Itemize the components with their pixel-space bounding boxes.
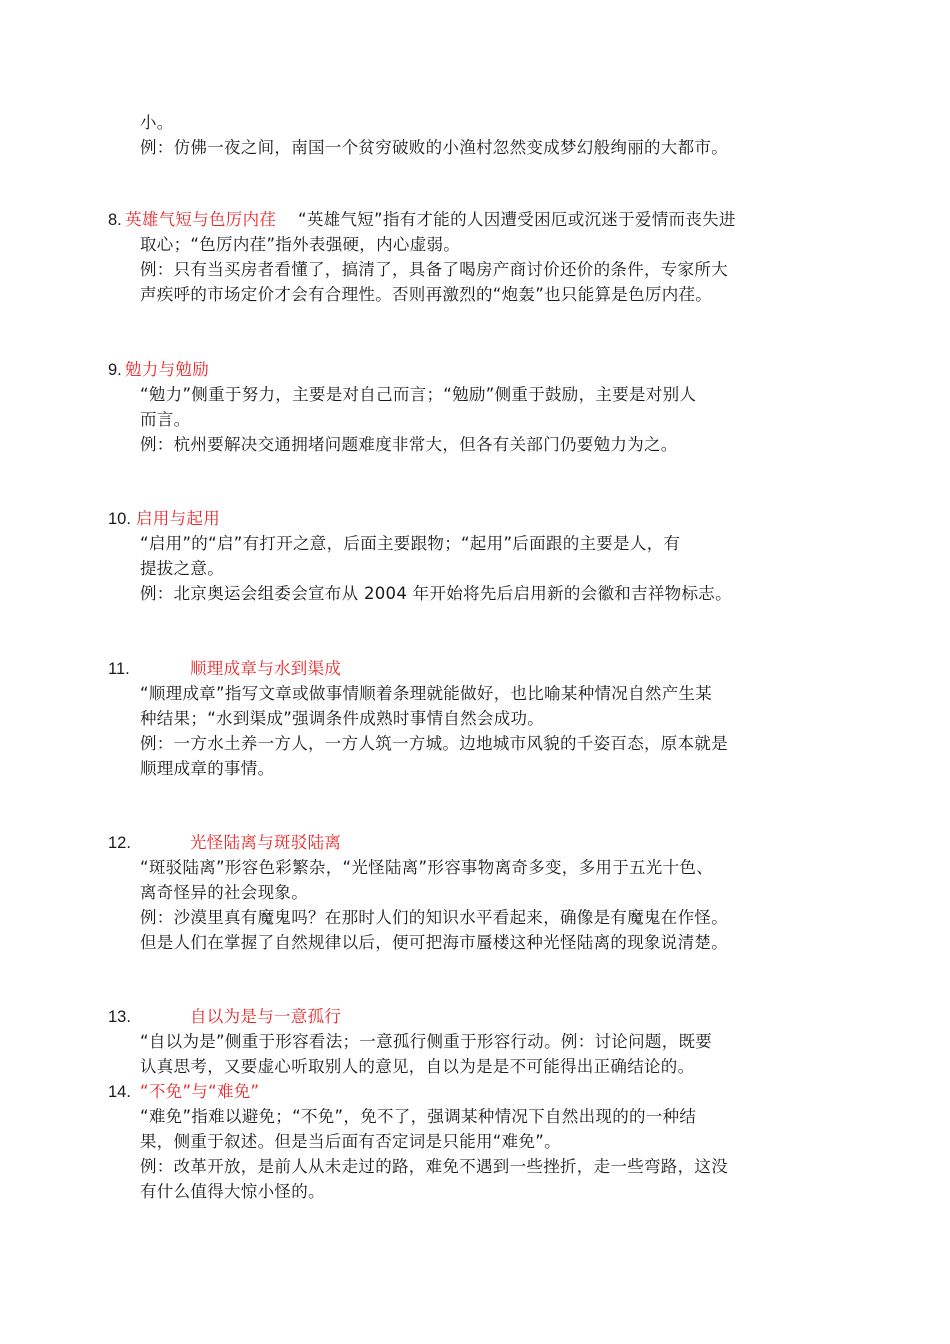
example-line: 顺理成章的事情。 bbox=[140, 759, 275, 778]
item-number: 12. bbox=[108, 834, 131, 852]
example-line: 但是人们在掌握了自然规律以后，便可把海市蜃楼这种光怪陆离的现象说清楚。 bbox=[140, 933, 728, 952]
definition-line: 离奇怪异的社会现象。 bbox=[140, 883, 308, 902]
item-number: 14. bbox=[108, 1083, 131, 1101]
item-number: 11. bbox=[108, 660, 130, 678]
item-number: 13. bbox=[108, 1008, 131, 1026]
item-number: 8. bbox=[108, 211, 122, 229]
item-title: 勉力与勉励 bbox=[125, 360, 209, 379]
definition-line: “勉力”侧重于努力，主要是对自己而言；“勉励”侧重于鼓励，主要是对别人 bbox=[140, 385, 697, 404]
definition-line: 而言。 bbox=[140, 410, 191, 429]
definition-line: “英雄气短”指有才能的人因遭受困厄或沉迷于爱情而丧失进 bbox=[298, 210, 736, 229]
example-line: 例：改革开放，是前人从未走过的路，难免不遇到一些挫折，走一些弯路，这没 bbox=[140, 1157, 728, 1176]
example-line: 有什么值得大惊小怪的。 bbox=[140, 1182, 325, 1201]
definition-line: 提拔之意。 bbox=[140, 559, 224, 578]
example-line: 声疾呼的市场定价才会有合理性。否则再激烈的“炮轰”也只能算是色厉内荏。 bbox=[140, 285, 713, 304]
item-title: 顺理成章与水到渠成 bbox=[190, 659, 342, 678]
definition-line: 种结果；“水到渠成”强调条件成熟时事情自然会成功。 bbox=[140, 709, 545, 728]
example-line: 例：沙漠里真有魔鬼吗？在那时人们的知识水平看起来，确像是有魔鬼在作怪。 bbox=[140, 908, 728, 927]
definition-line: “自以为是”侧重于形容看法；一意孤行侧重于形容行动。例：讨论问题，既要 bbox=[140, 1032, 713, 1051]
example-line: 认真思考，又要虚心听取别人的意见，自以为是是不可能得出正确结论的。 bbox=[140, 1057, 695, 1076]
item-title: 启用与起用 bbox=[136, 509, 220, 528]
example-line: 例：只有当买房者看懂了，搞清了，具备了喝房产商讨价还价的条件，专家所大 bbox=[140, 260, 728, 279]
item-title: 光怪陆离与斑驳陆离 bbox=[190, 833, 342, 852]
example-line: 例：仿佛一夜之间，南国一个贫穷破败的小渔村忽然变成梦幻般绚丽的大都市。 bbox=[140, 138, 728, 157]
example-line: 例：杭州要解决交通拥堵问题难度非常大，但各有关部门仍要勉力为之。 bbox=[140, 435, 678, 454]
item-title: “不免”与“难免” bbox=[140, 1082, 260, 1101]
example-line: 例：一方水土养一方人，一方人筑一方城。边地城市风貌的千姿百态，原本就是 bbox=[140, 734, 728, 753]
definition-line: “难免”指难以避免；“不免”，免不了，强调某种情况下自然出现的的一种结 bbox=[140, 1107, 697, 1126]
item-title: 英雄气短与色厉内荏 bbox=[125, 210, 277, 229]
item-number: 9. bbox=[108, 361, 122, 379]
definition-line: “启用”的“启”有打开之意，后面主要跟物；“起用”后面跟的主要是人，有 bbox=[140, 534, 681, 553]
definition-line: 果，侧重于叙述。但是当后面有否定词是只能用“难免”。 bbox=[140, 1132, 561, 1151]
definition-line: “斑驳陆离”形容色彩繁杂，“光怪陆离”形容事物离奇多变，多用于五光十色、 bbox=[140, 858, 713, 877]
definition-line: “顺理成章”指写文章或做事情顺着条理就能做好，也比喻某种情况自然产生某 bbox=[140, 684, 713, 703]
item-title: 自以为是与一意孤行 bbox=[190, 1007, 342, 1026]
definition-line: 取心；“色厉内荏”指外表强硬，内心虚弱。 bbox=[140, 235, 461, 254]
item-number: 10. bbox=[108, 510, 131, 528]
text-line: 小。 bbox=[140, 113, 174, 132]
example-line: 例：北京奥运会组委会宣布从 2004 年开始将先后启用新的会徽和吉祥物标志。 bbox=[140, 584, 732, 603]
